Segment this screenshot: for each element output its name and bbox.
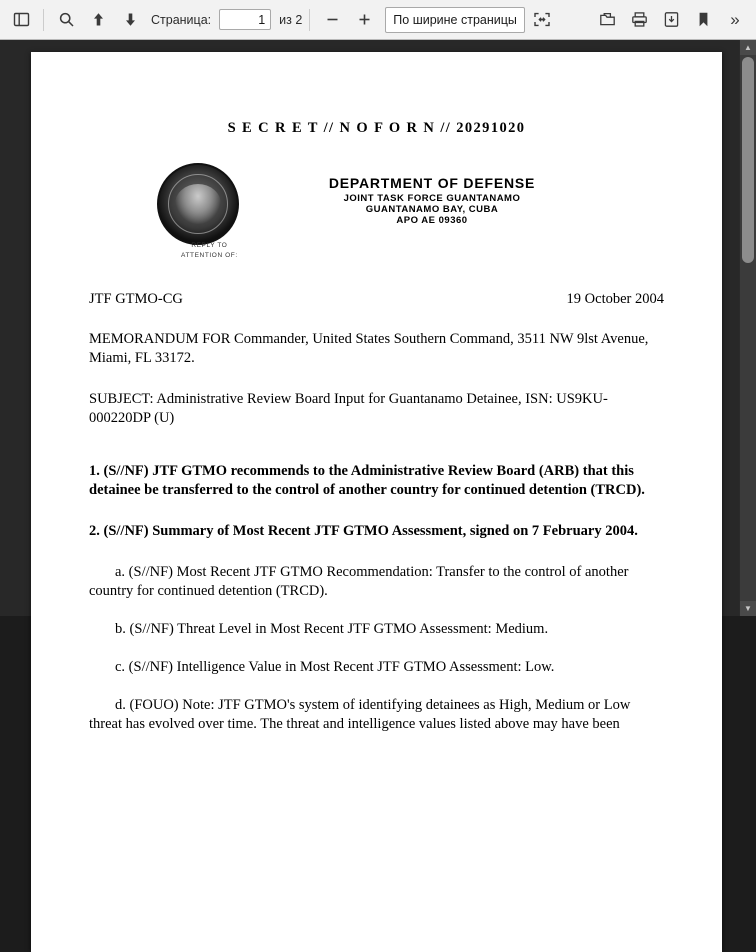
document-date: 19 October 2004 — [566, 291, 664, 307]
more-tools-button[interactable]: » — [730, 9, 740, 29]
paragraph-2b: b. (S//NF) Threat Level in Most Recent JTF GTMO Assessment: Medium. — [115, 621, 549, 637]
dod-seal-icon — [157, 163, 239, 245]
reply-to-line-1: REPLY TO — [191, 242, 228, 249]
page-number-label: Страница: — [151, 12, 212, 27]
pdf-page — [31, 52, 722, 952]
apo-line: APO AE 09360 — [396, 215, 468, 226]
zoom-in-button[interactable] — [349, 6, 379, 34]
toolbar-divider-2 — [309, 9, 310, 31]
classification-header: S E C R E T // N O F O R N // 20291020 — [227, 120, 526, 136]
scrollbar-thumb[interactable] — [742, 57, 754, 263]
page-number-input[interactable] — [219, 9, 271, 30]
task-force-name: JOINT TASK FORCE GUANTANAMO — [343, 193, 521, 204]
sidebar-toggle-button[interactable] — [6, 6, 36, 34]
scroll-up-arrow-icon[interactable]: ▲ — [740, 40, 756, 55]
open-file-icon[interactable] — [592, 6, 622, 34]
bookmark-icon[interactable] — [688, 6, 718, 34]
print-icon[interactable] — [624, 6, 654, 34]
paragraph-2: 2. (S//NF) Summary of Most Recent JTF GTMO Assessment, signed on 7 February 2004. — [89, 523, 638, 539]
toolbar-right-group — [592, 6, 750, 34]
pdf-toolbar — [0, 0, 756, 40]
page-total-label: из 2 — [279, 12, 303, 27]
paragraph-2d: d. (FOUO) Note: JTF GTMO's system of identifying detainees as High, Medium or Low threat has evolved over time. The threat and intelligence values listed above may have been — [89, 697, 631, 732]
office-symbol: JTF GTMO-CG — [89, 291, 183, 307]
paragraph-2c: c. (S//NF) Intelligence Value in Most Recent JTF GTMO Assessment: Low. — [115, 659, 555, 675]
scroll-down-arrow-icon[interactable]: ▼ — [740, 601, 756, 616]
subject-line: SUBJECT: Administrative Review Board Input for Guantanamo Detainee, ISN: US9KU-000220DP (U) — [89, 391, 608, 426]
previous-page-icon[interactable] — [83, 6, 113, 34]
reply-to-line-2: ATTENTION OF: — [181, 252, 238, 259]
office-date-row — [89, 291, 664, 308]
toolbar-divider — [43, 9, 44, 31]
next-page-icon[interactable] — [115, 6, 145, 34]
paragraph-2a: a. (S//NF) Most Recent JTF GTMO Recommendation: Transfer to the control of another country for continued detention (TRCD). — [89, 564, 629, 599]
vertical-scrollbar[interactable] — [739, 40, 756, 616]
download-icon[interactable] — [656, 6, 686, 34]
letterhead — [89, 163, 664, 259]
pdf-viewer — [0, 40, 756, 732]
zoom-out-button[interactable] — [317, 6, 347, 34]
presentation-mode-icon[interactable] — [527, 6, 557, 34]
department-block — [267, 175, 597, 226]
search-icon[interactable] — [51, 6, 81, 34]
location-line: GUANTANAMO BAY, CUBA — [365, 204, 499, 215]
zoom-level-select[interactable]: По ширине страницы — [385, 7, 525, 33]
paragraph-1: 1. (S//NF) JTF GTMO recommends to the Administrative Review Board (ARB) that this detainee be transferred to the control of another country for continued detention (TRCD). — [89, 463, 645, 498]
memorandum-for: MEMORANDUM FOR Commander, United States Southern Command, 3511 NW 9lst Avenue, Miami, FL 33172. — [89, 331, 649, 366]
reply-to-block — [181, 241, 238, 261]
department-name: DEPARTMENT OF DEFENSE — [328, 175, 536, 191]
